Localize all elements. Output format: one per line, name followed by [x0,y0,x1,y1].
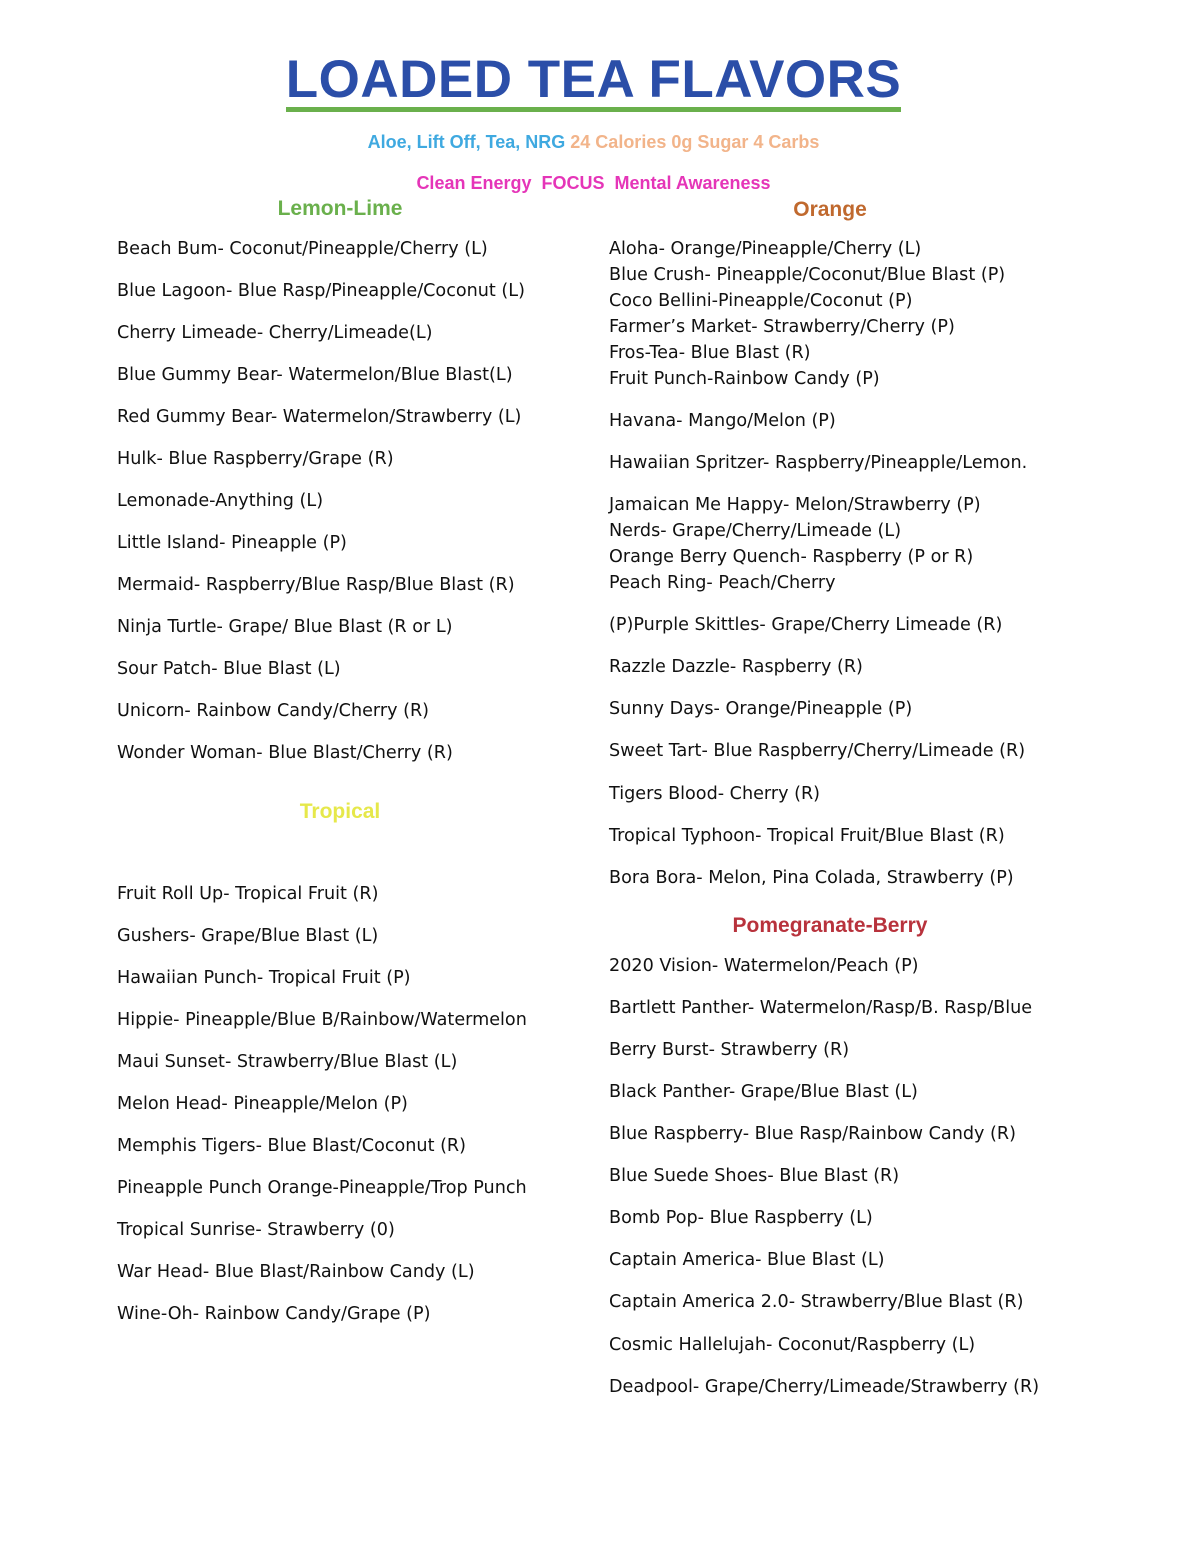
flavor-item: Blue Lagoon- Blue Rasp/Pineapple/Coconut (L) [117,281,525,301]
flavor-item: Hawaiian Spritzer- Raspberry/Pineapple/Lemon. [609,453,1028,473]
flavor-item: Sweet Tart- Blue Raspberry/Cherry/Limeade (R) [609,741,1026,761]
flavor-item: Black Panther- Grape/Blue Blast (L) [609,1082,918,1102]
flavor-item: Tropical Typhoon- Tropical Fruit/Blue Blast (R) [609,826,1005,846]
flavor-item: Cherry Limeade- Cherry/Limeade(L) [117,323,433,343]
flavor-item: Bora Bora- Melon, Pina Colada, Strawberry (P) [609,868,1014,888]
flavor-item: Tropical Sunrise- Strawberry (0) [117,1220,395,1240]
flavor-item: Memphis Tigers- Blue Blast/Coconut (R) [117,1136,467,1156]
flavor-item: (P)Purple Skittles- Grape/Cherry Limeade (R) [609,615,1003,635]
flavor-item: Beach Bum- Coconut/Pineapple/Cherry (L) [117,239,488,259]
subtitle-line [0,132,1187,153]
flavor-item: Nerds- Grape/Cherry/Limeade (L) [609,521,902,541]
flavor-item: Sunny Days- Orange/Pineapple (P) [609,699,913,719]
flavor-item: Orange Berry Quench- Raspberry (P or R) [609,547,974,567]
flavor-item: Little Island- Pineapple (P) [117,533,347,553]
nutrition-text: 24 Calories 0g Sugar 4 Carbs [570,132,820,152]
flavor-item: Gushers- Grape/Blue Blast (L) [117,926,379,946]
flavor-item: Hippie- Pineapple/Blue B/Rainbow/Watermelon [117,1010,527,1030]
flavor-item: Havana- Mango/Melon (P) [609,411,836,431]
flavor-item: 2020 Vision- Watermelon/Peach (P) [609,956,919,976]
flavor-item: Blue Gummy Bear- Watermelon/Blue Blast(L) [117,365,513,385]
heading-lemon-lime: Lemon-Lime [277,197,403,220]
flavor-item: Berry Burst- Strawberry (R) [609,1040,850,1060]
flavor-item: Razzle Dazzle- Raspberry (R) [609,657,863,677]
flavor-item: Coco Bellini-Pineapple/Coconut (P) [609,291,913,311]
flavor-item: Lemonade-Anything (L) [117,491,324,511]
flavor-item: Unicorn- Rainbow Candy/Cherry (R) [117,701,430,721]
flavor-item: Fruit Roll Up- Tropical Fruit (R) [117,884,379,904]
flavor-item: Melon Head- Pineapple/Melon (P) [117,1094,408,1114]
flavor-item: Tigers Blood- Cherry (R) [609,784,821,804]
flavor-item: Ninja Turtle- Grape/ Blue Blast (R or L) [117,617,453,637]
page-title [0,50,1187,112]
heading-pomegranate-berry: Pomegranate-Berry [732,914,928,937]
flavor-item: Maui Sunset- Strawberry/Blue Blast (L) [117,1052,458,1072]
flavor-item: Blue Raspberry- Blue Rasp/Rainbow Candy (R) [609,1124,1016,1144]
page-title-text: LOADED TEA FLAVORS [286,53,902,112]
flavor-item: Pineapple Punch Orange-Pineapple/Trop Punch [117,1178,527,1198]
flavor-item: Captain America- Blue Blast (L) [609,1250,885,1270]
flavor-item: Fros-Tea- Blue Blast (R) [609,343,811,363]
flavor-item: Wonder Woman- Blue Blast/Cherry (R) [117,743,453,763]
flavor-item: Fruit Punch-Rainbow Candy (P) [609,369,880,389]
flavor-item: Hulk- Blue Raspberry/Grape (R) [117,449,394,469]
flavor-item: Bomb Pop- Blue Raspberry (L) [609,1208,873,1228]
flavor-item: Blue Crush- Pineapple/Coconut/Blue Blast (P) [609,265,1006,285]
flavor-item: Deadpool- Grape/Cherry/Limeade/Strawberry (R) [609,1377,1040,1397]
benefits-text: Clean Energy FOCUS Mental Awareness [416,173,771,193]
flavor-item: Cosmic Hallelujah- Coconut/Raspberry (L) [609,1335,976,1355]
flavor-item: Bartlett Panther- Watermelon/Rasp/B. Rasp/Blue [609,998,1033,1018]
flavor-item: Jamaican Me Happy- Melon/Strawberry (P) [609,495,981,515]
flavor-item: Wine-Oh- Rainbow Candy/Grape (P) [117,1304,431,1324]
flavor-item: Mermaid- Raspberry/Blue Rasp/Blue Blast (R) [117,575,515,595]
flavor-item: Sour Patch- Blue Blast (L) [117,659,341,679]
flavor-item: Farmer’s Market- Strawberry/Cherry (P) [609,317,955,337]
flavor-item: War Head- Blue Blast/Rainbow Candy (L) [117,1262,475,1282]
heading-orange: Orange [793,198,867,221]
flavor-item: Captain America 2.0- Strawberry/Blue Blast (R) [609,1292,1024,1312]
heading-tropical: Tropical [299,800,381,823]
flavor-item: Red Gummy Bear- Watermelon/Strawberry (L) [117,407,522,427]
flavor-item: Hawaiian Punch- Tropical Fruit (P) [117,968,411,988]
benefits-line [0,173,1187,194]
ingredients-text: Aloe, Lift Off, Tea, NRG [367,132,566,152]
flavor-item: Peach Ring- Peach/Cherry [609,573,836,593]
flavor-item: Aloha- Orange/Pineapple/Cherry (L) [609,239,922,259]
flavor-item: Blue Suede Shoes- Blue Blast (R) [609,1166,900,1186]
